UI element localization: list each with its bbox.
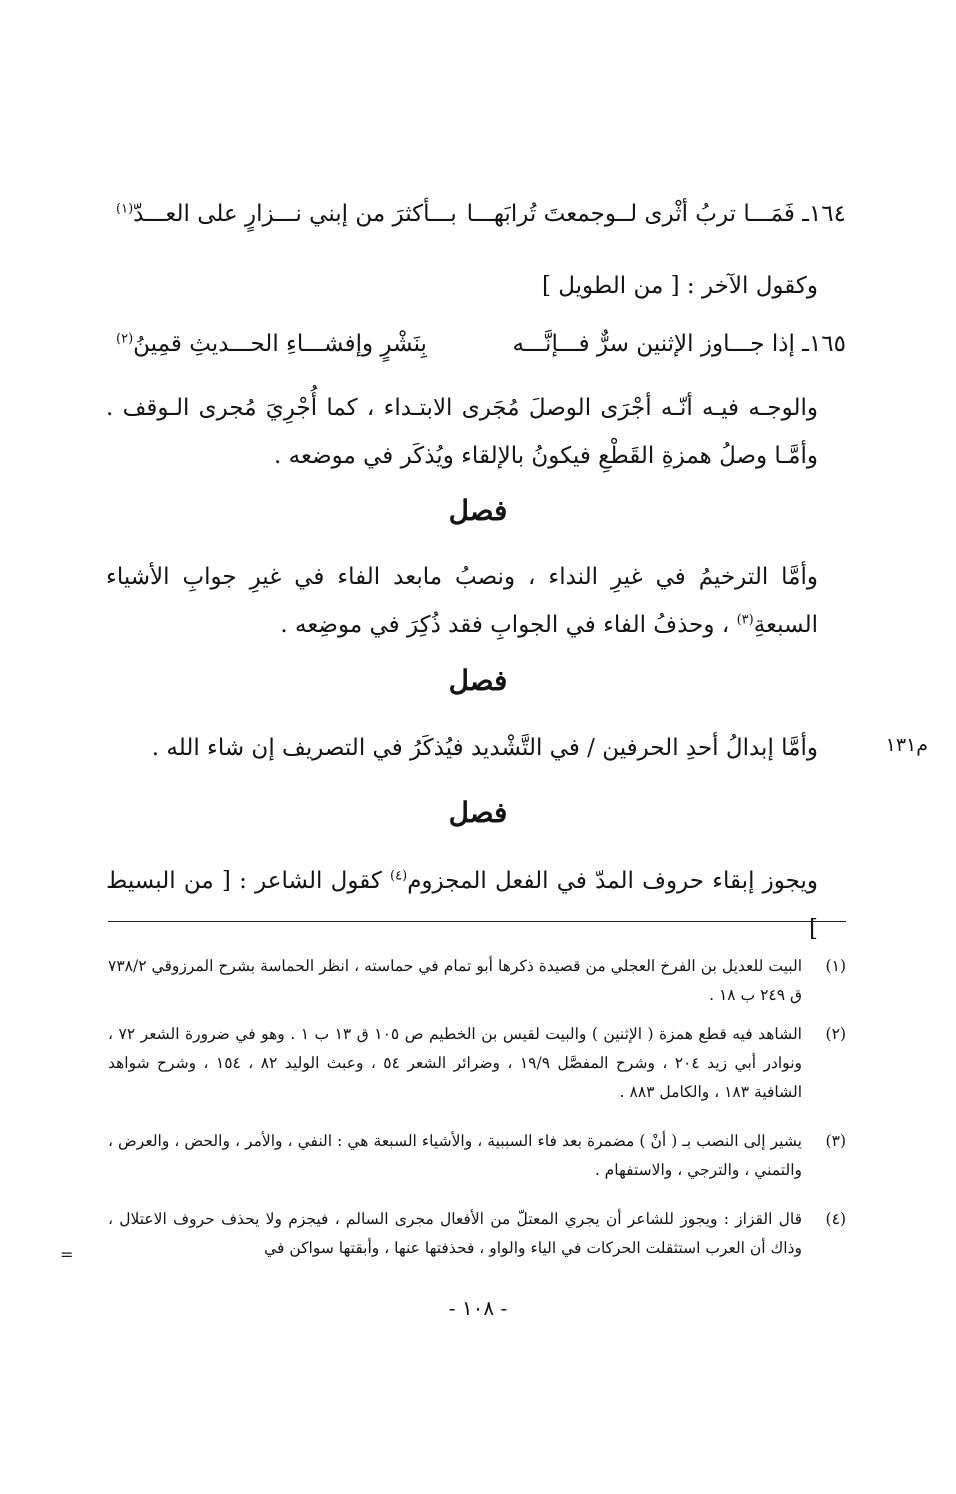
footnote-ref-1: (١) bbox=[116, 201, 134, 217]
verse-164: ١٦٤ـ فَمَـــا تربُ أثْرى لــوجمعتَ تُرابَهـــا بـــأكثرَ من إبني نـــزارٍ على العـــدّ$^{(١)}$ bbox=[116, 201, 846, 227]
paragraph-1: والوجـه فيـه أنّـه أجْرَى الوصلَ مُجَرى الابتـداء ، كما أُجْرِيَ مُجرى الـوقف . وأمَّـا وصلُ همزةِ القَطْعِ فيكونُ بالإلقاء ويُذكَر في موضعه . bbox=[106, 395, 818, 469]
footnote-1 bbox=[108, 952, 846, 1010]
footnote-2 bbox=[108, 1020, 846, 1107]
section-2-text: وأمَّا إبدالُ أحدِ الحرفين / في التَّشْديد فيُذكَرُ في التصريف إن شاء الله . bbox=[151, 735, 818, 761]
footnote-text: الشاهد فيه قطع همزة ( الإثنين ) والبيت لقيس بن الخطيم ص ١٠٥ ق ١٣ ب ١ . وهو في ضرورة الشعر ٧٢ ، ونوادر أبي زيد ٢٠٤ ، وشرح المفصَّل ١٩/٩ ، وضرائر الشعر ٥٤ ، وعبث الوليد ٨٢ ، ١٥٤ ، وشرح شواهد الشافية ١٨٣ ، والكامل ٨٨٣ . bbox=[108, 1025, 802, 1101]
intro-line: وكقول الآخر : [ من الطويل ] bbox=[541, 273, 818, 299]
verse-165: ١٦٥ـ إذا جـــاوز الإثنين سرٌّ فـــإنَّـــه بِنَشْرٍ وإفشـــاءِ الحـــديثِ قمِينُ$^{(٢)}$ bbox=[116, 331, 846, 357]
section-3-text: ويجوز إبقاء حروف المدّ في الفعل المجزوم$^{(٤)}$ كقول الشاعر : [ من البسيط ] bbox=[106, 868, 819, 942]
footnote-number: (٢) bbox=[825, 1025, 846, 1043]
section-1-text: وأمَّا الترخيمُ في غيرِ النداء ، ونصبُ مابعد الفاء في غيرِ جوابِ الأشياء السبعةِ$^{(٣)}$ ، وحذفُ الفاء في الجوابِ فقد ذُكِرَ في موضِعه . bbox=[106, 564, 818, 638]
section-heading-2: فصل bbox=[448, 664, 508, 697]
footnote-4 bbox=[108, 1205, 846, 1263]
verse-second-hemistich: بِنَشْرٍ وإفشـــاءِ الحـــديثِ قمِينُ bbox=[133, 331, 427, 357]
footnote-ref-2: (٢) bbox=[116, 331, 134, 347]
footnote-text: قال القزاز : ويجوز للشاعر أن يجري المعتلّ من الأفعال مجرى السالم ، فيجزم ولا يحذف حروف الاعتلال ، وذاك أن العرب استثقلت الحركات في الياء والواو ، فحذفتها عنها ، وأبقتها سواكن في bbox=[108, 1210, 802, 1257]
footnote-ref-4: (٤) bbox=[390, 868, 408, 884]
verse-first-hemistich: فَمَـــا تربُ أثْرى لــوجمعتَ تُرابَهـــا bbox=[466, 201, 795, 227]
verse-first-hemistich: إذا جـــاوز الإثنين سرٌّ فـــإنَّـــه bbox=[512, 331, 795, 357]
footnote-separator bbox=[108, 921, 846, 922]
footnote-number: (٤) bbox=[825, 1210, 846, 1228]
footnote-ref-3: (٣) bbox=[736, 612, 754, 628]
margin-note: م١٣١ bbox=[885, 734, 928, 756]
section-heading-3: فصل bbox=[448, 796, 508, 829]
footnote-text: يشير إلى النصب بـ ( أنْ ) مضمرة بعد فاء السببية ، والأشياء السبعة هي : النفي ، والأمر ، والحض ، والعرض ، والتمني ، والترجي ، والاستفهام . bbox=[108, 1132, 802, 1179]
footnote-number: (٣) bbox=[825, 1132, 846, 1150]
verse-number: ١٦٤ bbox=[808, 201, 846, 227]
page-number: - ١٠٨ - bbox=[448, 1296, 508, 1320]
section-heading-1: فصل bbox=[448, 494, 508, 527]
footnote-3 bbox=[108, 1127, 846, 1185]
continuation-mark: = bbox=[60, 1245, 74, 1264]
footnote-text: البيت للعديل بن الفرخ العجلي من قصيدة ذكرها أبو تمام في حماسته ، انظر الحماسة بشرح المرزوقي ٧٣٨/٢ ق ٢٤٩ ب ١٨ . bbox=[108, 957, 802, 1004]
verse-second-hemistich: بـــأكثرَ من إبني نـــزارٍ على العـــدّ bbox=[133, 201, 457, 227]
verse-number: ١٦٥ bbox=[808, 331, 846, 357]
footnote-number: (١) bbox=[825, 957, 846, 975]
